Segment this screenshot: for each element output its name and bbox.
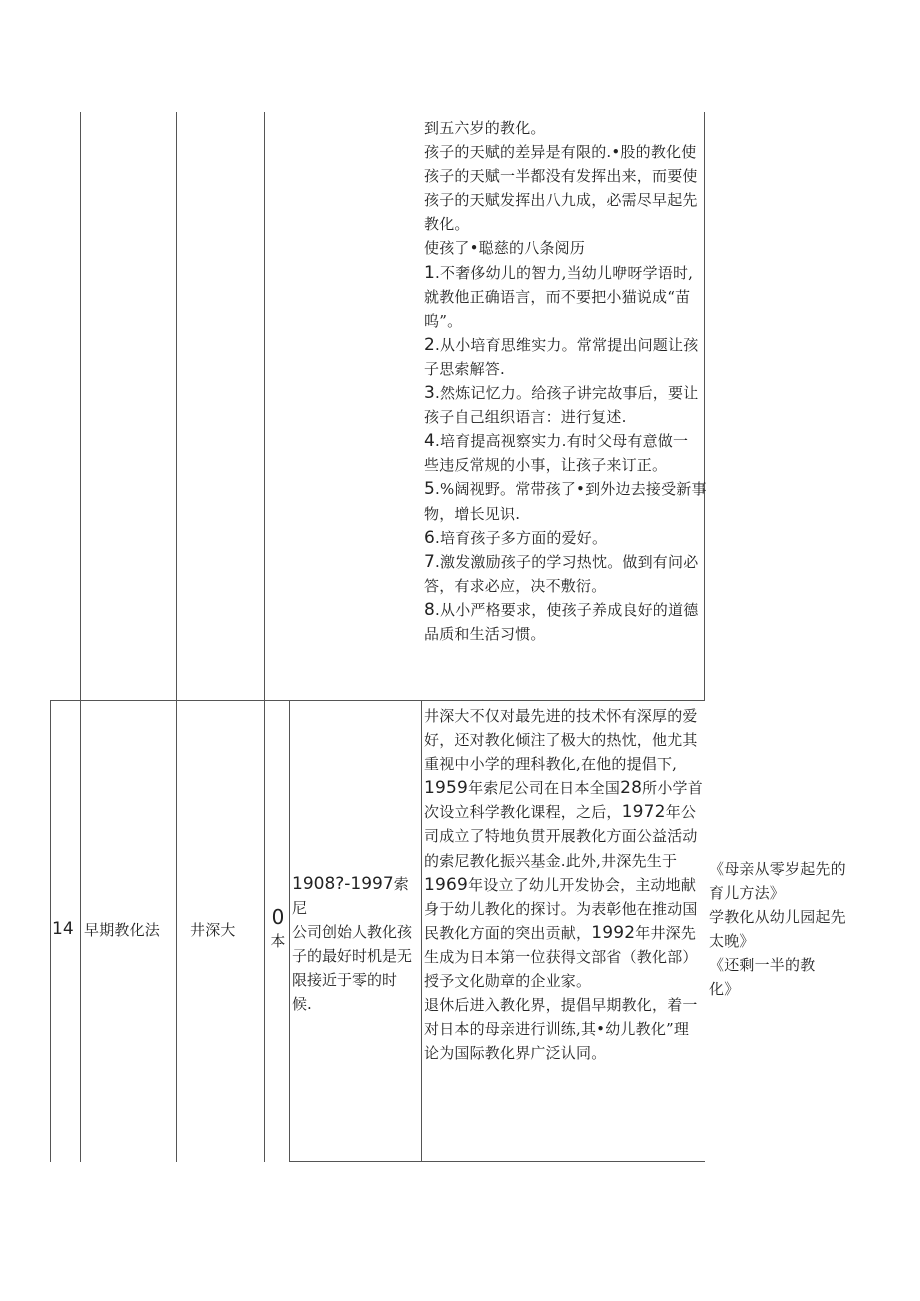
detail-line: 对日本的母亲进行训练,其•幼儿教化”理 <box>424 1020 690 1039</box>
text-line: 孩子的天赋发挥出八九成，必需尽早起先 <box>424 191 698 210</box>
list-number: 8 <box>424 599 436 620</box>
books-cell <box>709 857 869 1002</box>
list-number: 1 <box>424 262 436 283</box>
year: 1969 <box>424 874 469 895</box>
detail-line <box>424 800 709 824</box>
detail-line <box>424 873 709 897</box>
detail-text: 次设立科学教化课程，之后， <box>424 803 622 822</box>
detail-line: 身于幼儿教化的探讨。为表彰他在推动国 <box>424 899 698 918</box>
text-line: 孩子的天赋的差异是有限的.•股的教化使 <box>424 143 697 162</box>
detail-cell <box>424 704 709 1065</box>
summary-text: 索尼 <box>292 875 409 918</box>
book-line: 太晚》 <box>709 932 755 951</box>
list-item <box>424 261 709 285</box>
list-number: 4 <box>424 431 436 452</box>
table-bottom <box>289 1161 705 1162</box>
detail-line: 司成立了特地负贯开展教化方面公益活动 <box>424 827 698 846</box>
text-line: 到五六岁的教化。 <box>424 119 546 137</box>
row-number: 14 <box>52 919 74 939</box>
list-text: .不奢侈幼儿的智力,当幼儿咿呀学语时, <box>435 263 694 282</box>
list-number: 6 <box>424 527 436 548</box>
detail-line: 井深大不仅对最先进的技术怀有深厚的爱 <box>424 707 698 725</box>
summary-line: 公司创始人教化孩 <box>292 923 413 942</box>
list-text: .从小培育思维实力。常常提出问题让孩 <box>435 335 699 354</box>
detail-line: 生成为日本第一位获得文部省（教化部） <box>424 947 698 966</box>
detail-text: 年公 <box>665 803 697 822</box>
book-line: 《还剩一半的教 <box>709 956 816 975</box>
col-line-1 <box>80 112 81 1162</box>
text-line: 教化。 <box>424 215 470 234</box>
year: 1972 <box>621 802 666 823</box>
row-separator <box>50 700 705 701</box>
summary-line <box>292 872 422 920</box>
summary-cell <box>292 872 422 1017</box>
number: 28 <box>620 778 643 799</box>
country-char: 本 <box>270 932 286 950</box>
year: 1992 <box>591 922 636 943</box>
book-line: 化》 <box>709 980 740 999</box>
detail-line: 授予文化勋章的企业家。 <box>424 972 592 991</box>
detail-text: 年索尼公司在日本全国 <box>468 779 621 798</box>
detail-text: 民教化方面的突出贡献， <box>424 923 592 942</box>
book-line: 育儿方法》 <box>709 884 786 903</box>
person-name: 井深大 <box>190 921 236 939</box>
list-number: 5 <box>424 479 436 500</box>
summary-line: 限接近于零的时 <box>292 971 398 990</box>
country-digit: 0 <box>271 905 285 929</box>
list-item <box>424 598 709 622</box>
detail-text: 年设立了幼儿开发协会，主动地献 <box>468 875 697 894</box>
list-text: .激发激励孩子的学习热忱。做到有问必 <box>435 552 699 571</box>
list-number: 2 <box>424 334 436 355</box>
list-item-continuation: 子思索解答. <box>424 359 505 378</box>
method-name: 早期教化法 <box>84 921 161 939</box>
list-text: .从小严格要求，使孩子养成良好的道德 <box>435 600 699 619</box>
detail-line: 重视中小学的理科教化,在他的提倡下, <box>424 755 678 774</box>
detail-line: 的索尼教化振兴基金.此外,井深先生于 <box>424 851 678 870</box>
list-item-continuation: 就教他正确语言，而不要把小猫说成“苗 <box>424 287 691 306</box>
detail-text: 年井深先 <box>635 923 697 942</box>
country-cell <box>267 905 289 953</box>
summary-years: 1908?-1997 <box>292 874 394 894</box>
detail-line: 论为国际教化界广泛认同。 <box>424 1044 607 1063</box>
list-item <box>424 550 709 574</box>
list-item <box>424 477 709 501</box>
col-line-0 <box>50 700 51 1162</box>
year: 1959 <box>424 778 469 799</box>
continued-text-cell <box>424 116 709 646</box>
list-item-continuation: 物，增长见识. <box>424 504 521 523</box>
text-line: 使孩了•聪慈的八条阅历 <box>424 239 586 258</box>
list-text: .培育孩子多方面的爱好。 <box>435 528 608 547</box>
summary-line: 候. <box>292 995 312 1014</box>
detail-line <box>424 776 709 800</box>
list-text: .培育提高视察实力.有时父母有意做一 <box>435 432 689 451</box>
list-number: 3 <box>424 383 436 404</box>
list-item-continuation: 呜”。 <box>424 311 463 330</box>
col-line-3 <box>264 112 265 1162</box>
text-line: 孩子的天赋一半都没有发挥出来，而要使 <box>424 167 698 186</box>
list-item <box>424 333 709 357</box>
list-item-continuation: 答，有求必应，决不敷衍。 <box>424 576 607 595</box>
col-line-2 <box>176 112 177 1162</box>
list-item-continuation: 品质和生活习惯。 <box>424 624 546 643</box>
detail-line: 退休后进入教化界，提倡早期教化，着一 <box>424 996 698 1015</box>
list-number: 7 <box>424 551 436 572</box>
detail-line: 好，还对教化倾注了极大的热忱，他尤其 <box>424 731 698 750</box>
list-text: .然炼记忆力。给孩子讲完故事后，要让 <box>435 384 699 403</box>
list-item <box>424 526 709 550</box>
book-line: 学教化从幼儿园起先 <box>709 908 846 927</box>
list-item-continuation: 孩子自己组织语言：进行复述. <box>424 408 627 427</box>
summary-line: 子的最好时机是无 <box>292 947 413 966</box>
list-item <box>424 429 709 453</box>
list-item-continuation: 些违反常规的小事，让孩子来订正。 <box>424 456 668 475</box>
col-line-4 <box>289 700 290 1162</box>
detail-text: 所小学首 <box>642 779 703 798</box>
list-item <box>424 381 709 405</box>
detail-line <box>424 921 709 945</box>
book-line: 《母亲从零岁起先的 <box>709 860 846 878</box>
list-text: .%阔视野。常带孩了•到外边去接受新事 <box>435 480 707 499</box>
